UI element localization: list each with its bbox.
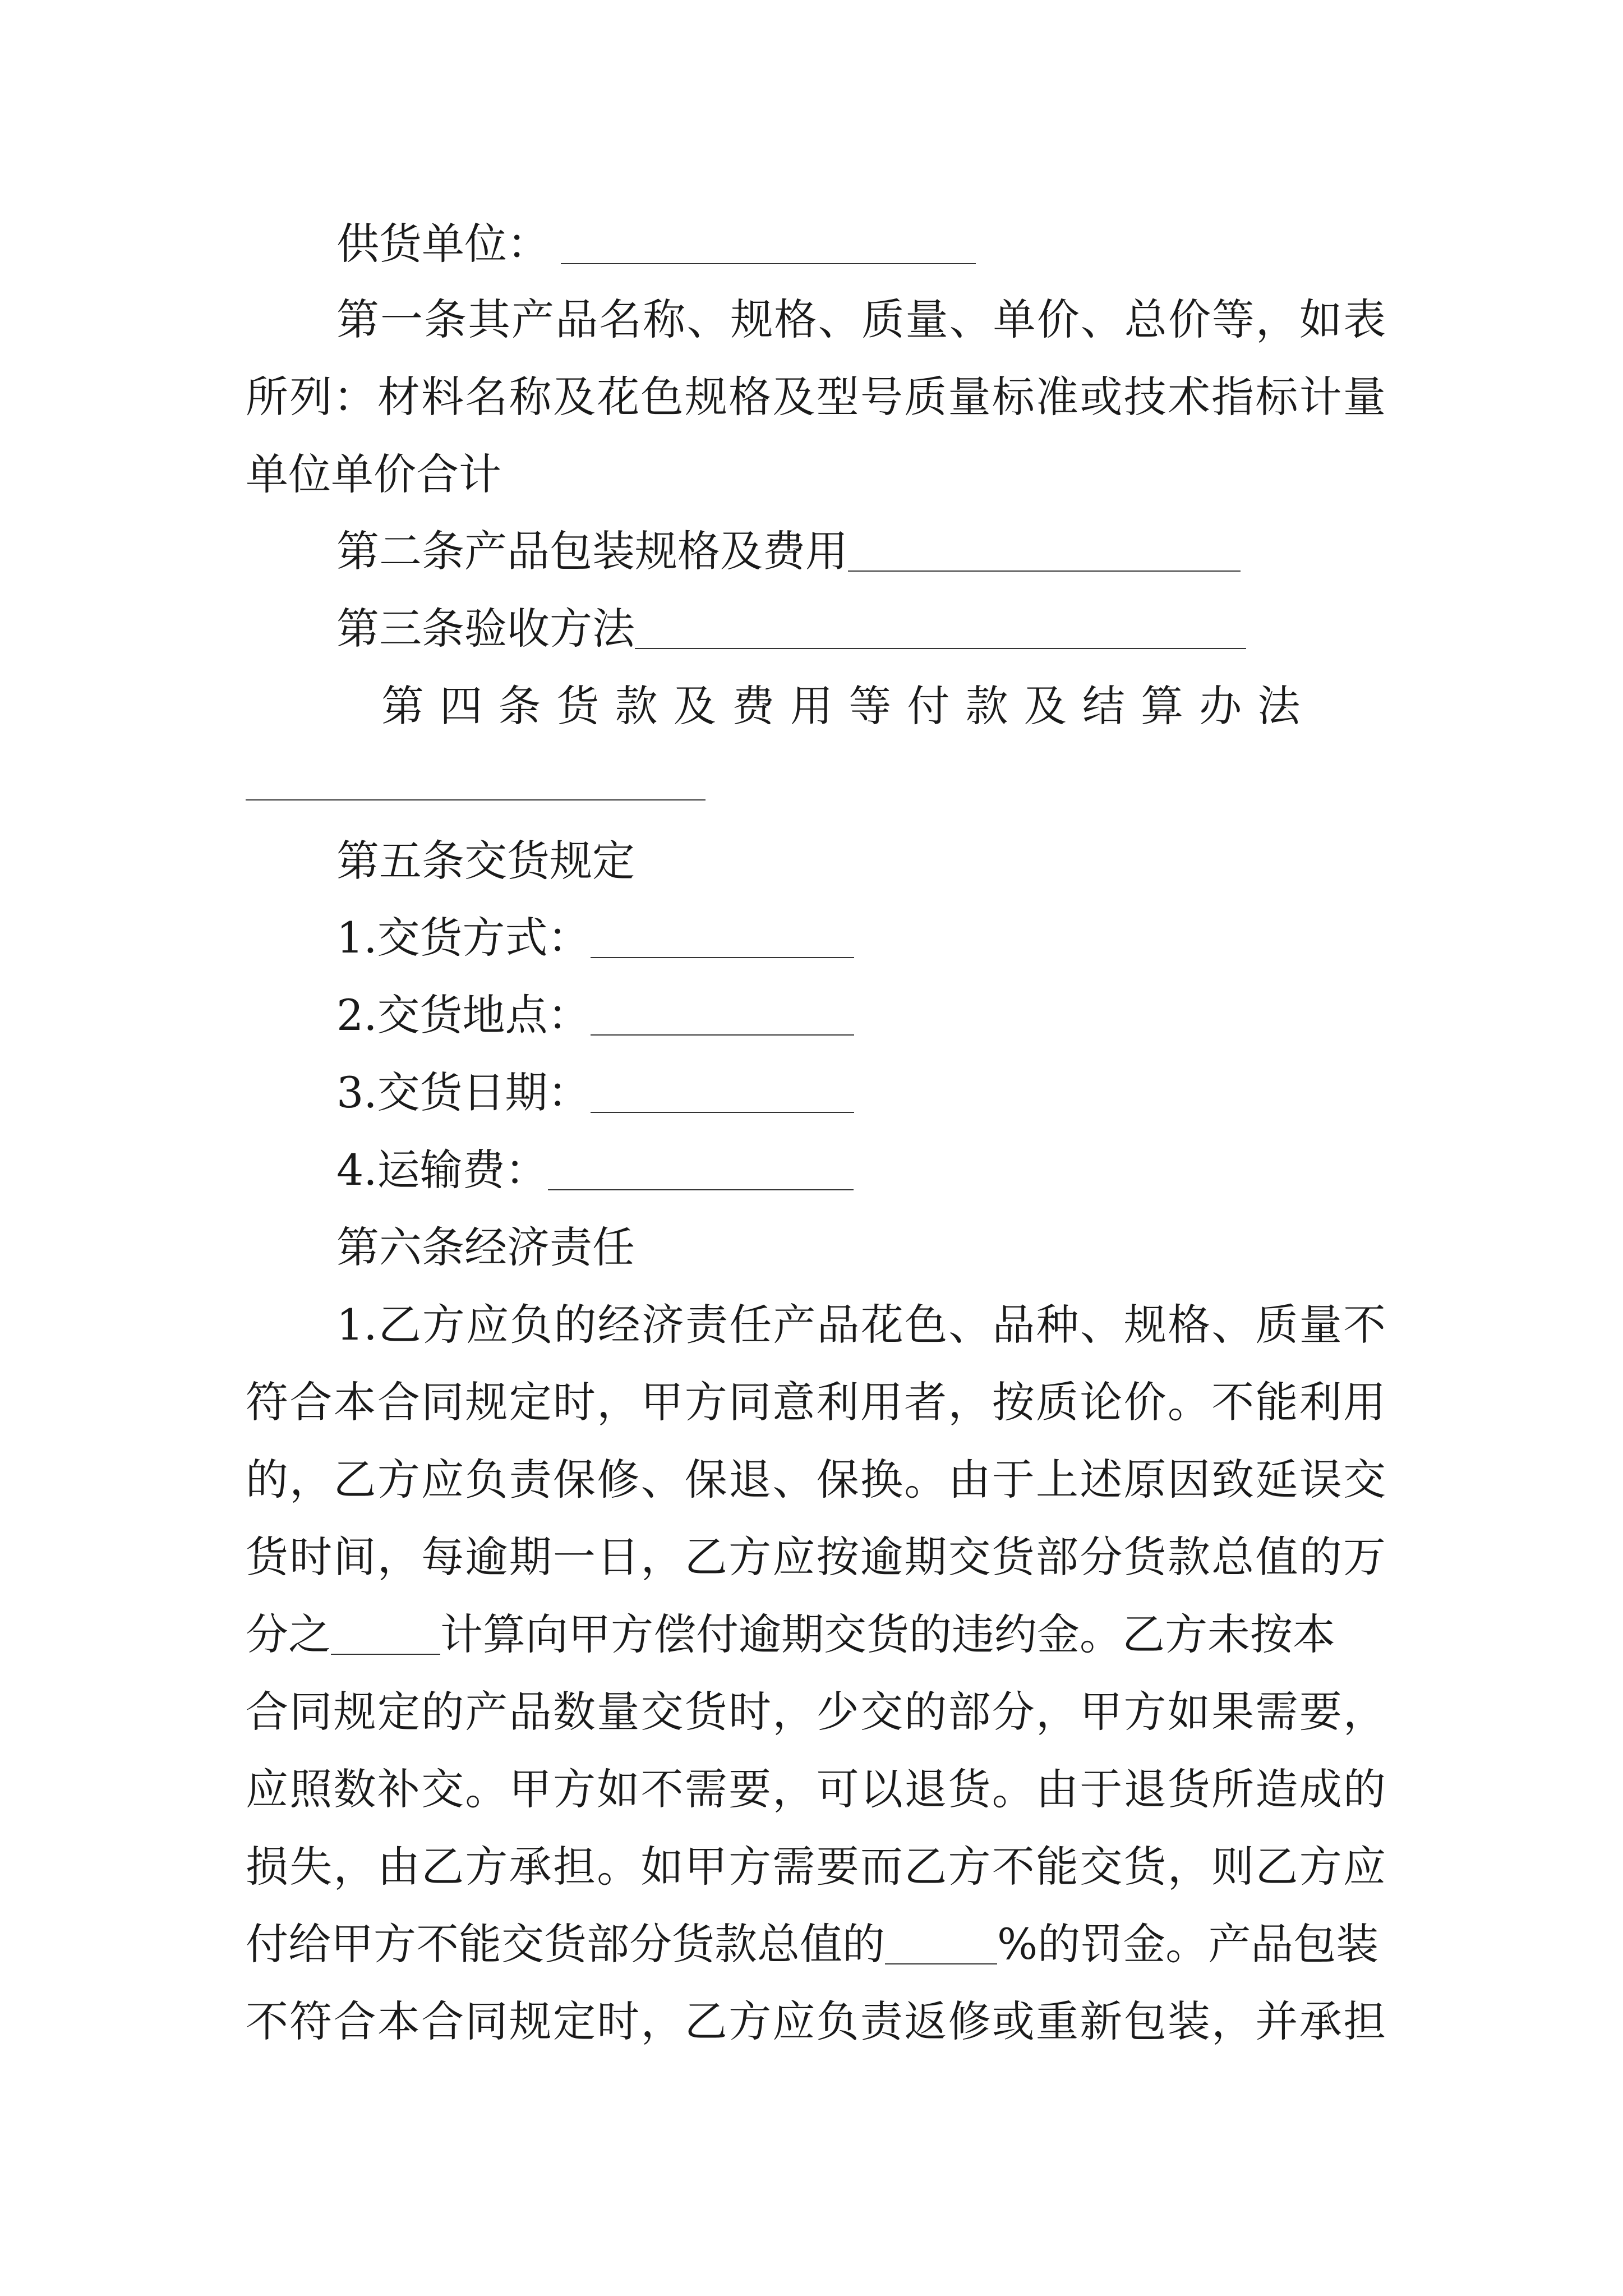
supplier-line bbox=[0, 216, 1623, 272]
delivery-date-line bbox=[0, 1065, 1623, 1121]
article-1-line-1: 第一条其产品名称、规格、质量、单价、总价等，如表 bbox=[336, 295, 1386, 344]
delivery-date-label: 3.交货日期： bbox=[336, 1068, 591, 1117]
article-6-para-line-6: 合同规定的产品数量交货时，少交的部分，甲方如果需要， bbox=[246, 1687, 1386, 1737]
article-2-line bbox=[0, 523, 1623, 579]
fine-percent-suffix: %的罚金。产品包装 bbox=[997, 1919, 1379, 1969]
article-4-label: 第 四 条 货 款 及 费 用 等 付 款 及 结 算 办 法 bbox=[381, 681, 1302, 731]
penalty-rate-blank[interactable] bbox=[331, 1620, 440, 1655]
freight-line bbox=[0, 1142, 1623, 1198]
fine-percent-blank[interactable] bbox=[885, 1930, 997, 1964]
article-1-line-2: 所列：材料名称及花色规格及型号质量标准或技术指标计量 bbox=[246, 372, 1386, 422]
article-6-para-line-5 bbox=[0, 1607, 1623, 1663]
article-6-para-line-7: 应照数补交。甲方如不需要，可以退货。由于退货所造成的 bbox=[246, 1764, 1386, 1814]
article-6-para-line-9 bbox=[0, 1916, 1623, 1972]
article-6-para-line-8: 损失，由乙方承担。如甲方需要而乙方不能交货，则乙方应 bbox=[246, 1842, 1386, 1892]
article-3-blank[interactable] bbox=[635, 614, 1246, 649]
delivery-method-label: 1.交货方式： bbox=[336, 913, 591, 963]
delivery-method-line bbox=[0, 910, 1623, 966]
article-5-heading: 第五条交货规定 bbox=[336, 836, 635, 886]
article-6-heading: 第六条经济责任 bbox=[336, 1222, 635, 1272]
supplier-label: 供货单位： bbox=[336, 219, 550, 269]
supplier-blank[interactable] bbox=[561, 229, 976, 264]
article-2-blank[interactable] bbox=[848, 537, 1241, 572]
article-6-para-line-10: 不符合本合同规定时，乙方应负责返修或重新包装，并承担 bbox=[246, 1996, 1386, 2046]
delivery-place-label: 2.交货地点： bbox=[336, 990, 591, 1040]
delivery-method-blank[interactable] bbox=[591, 923, 854, 958]
article-6-para-line-3: 的，乙方应负责保修、保退、保换。由于上述原因致延误交 bbox=[246, 1455, 1386, 1504]
article-2-label: 第二条产品包装规格及费用 bbox=[336, 526, 848, 576]
freight-blank[interactable] bbox=[548, 1156, 854, 1190]
article-4-blank[interactable] bbox=[246, 799, 706, 800]
article-6-para-line-1: 1.乙方应负的经济责任产品花色、品种、规格、质量不 bbox=[336, 1300, 1386, 1350]
fine-percent-prefix: 付给甲方不能交货部分货款总值的 bbox=[246, 1919, 885, 1969]
article-3-line bbox=[0, 601, 1623, 657]
article-3-label: 第三条验收方法 bbox=[336, 604, 635, 654]
article-4-line bbox=[381, 678, 1385, 734]
freight-label: 4.运输费： bbox=[336, 1145, 548, 1195]
article-1-line-3: 单位单价合计 bbox=[246, 449, 501, 499]
penalty-rate-prefix: 分之 bbox=[246, 1609, 331, 1659]
article-6-para-line-4: 货时间，每逾期一日，乙方应按逾期交货部分货款总值的万 bbox=[246, 1532, 1386, 1582]
delivery-place-line bbox=[0, 987, 1623, 1043]
delivery-place-blank[interactable] bbox=[591, 1001, 854, 1036]
article-6-para-line-2: 符合本合同规定时，甲方同意利用者，按质论价。不能利用 bbox=[246, 1377, 1386, 1427]
delivery-date-blank[interactable] bbox=[591, 1078, 854, 1113]
penalty-rate-suffix: 计算向甲方偿付逾期交货的违约金。乙方未按本 bbox=[440, 1609, 1335, 1659]
